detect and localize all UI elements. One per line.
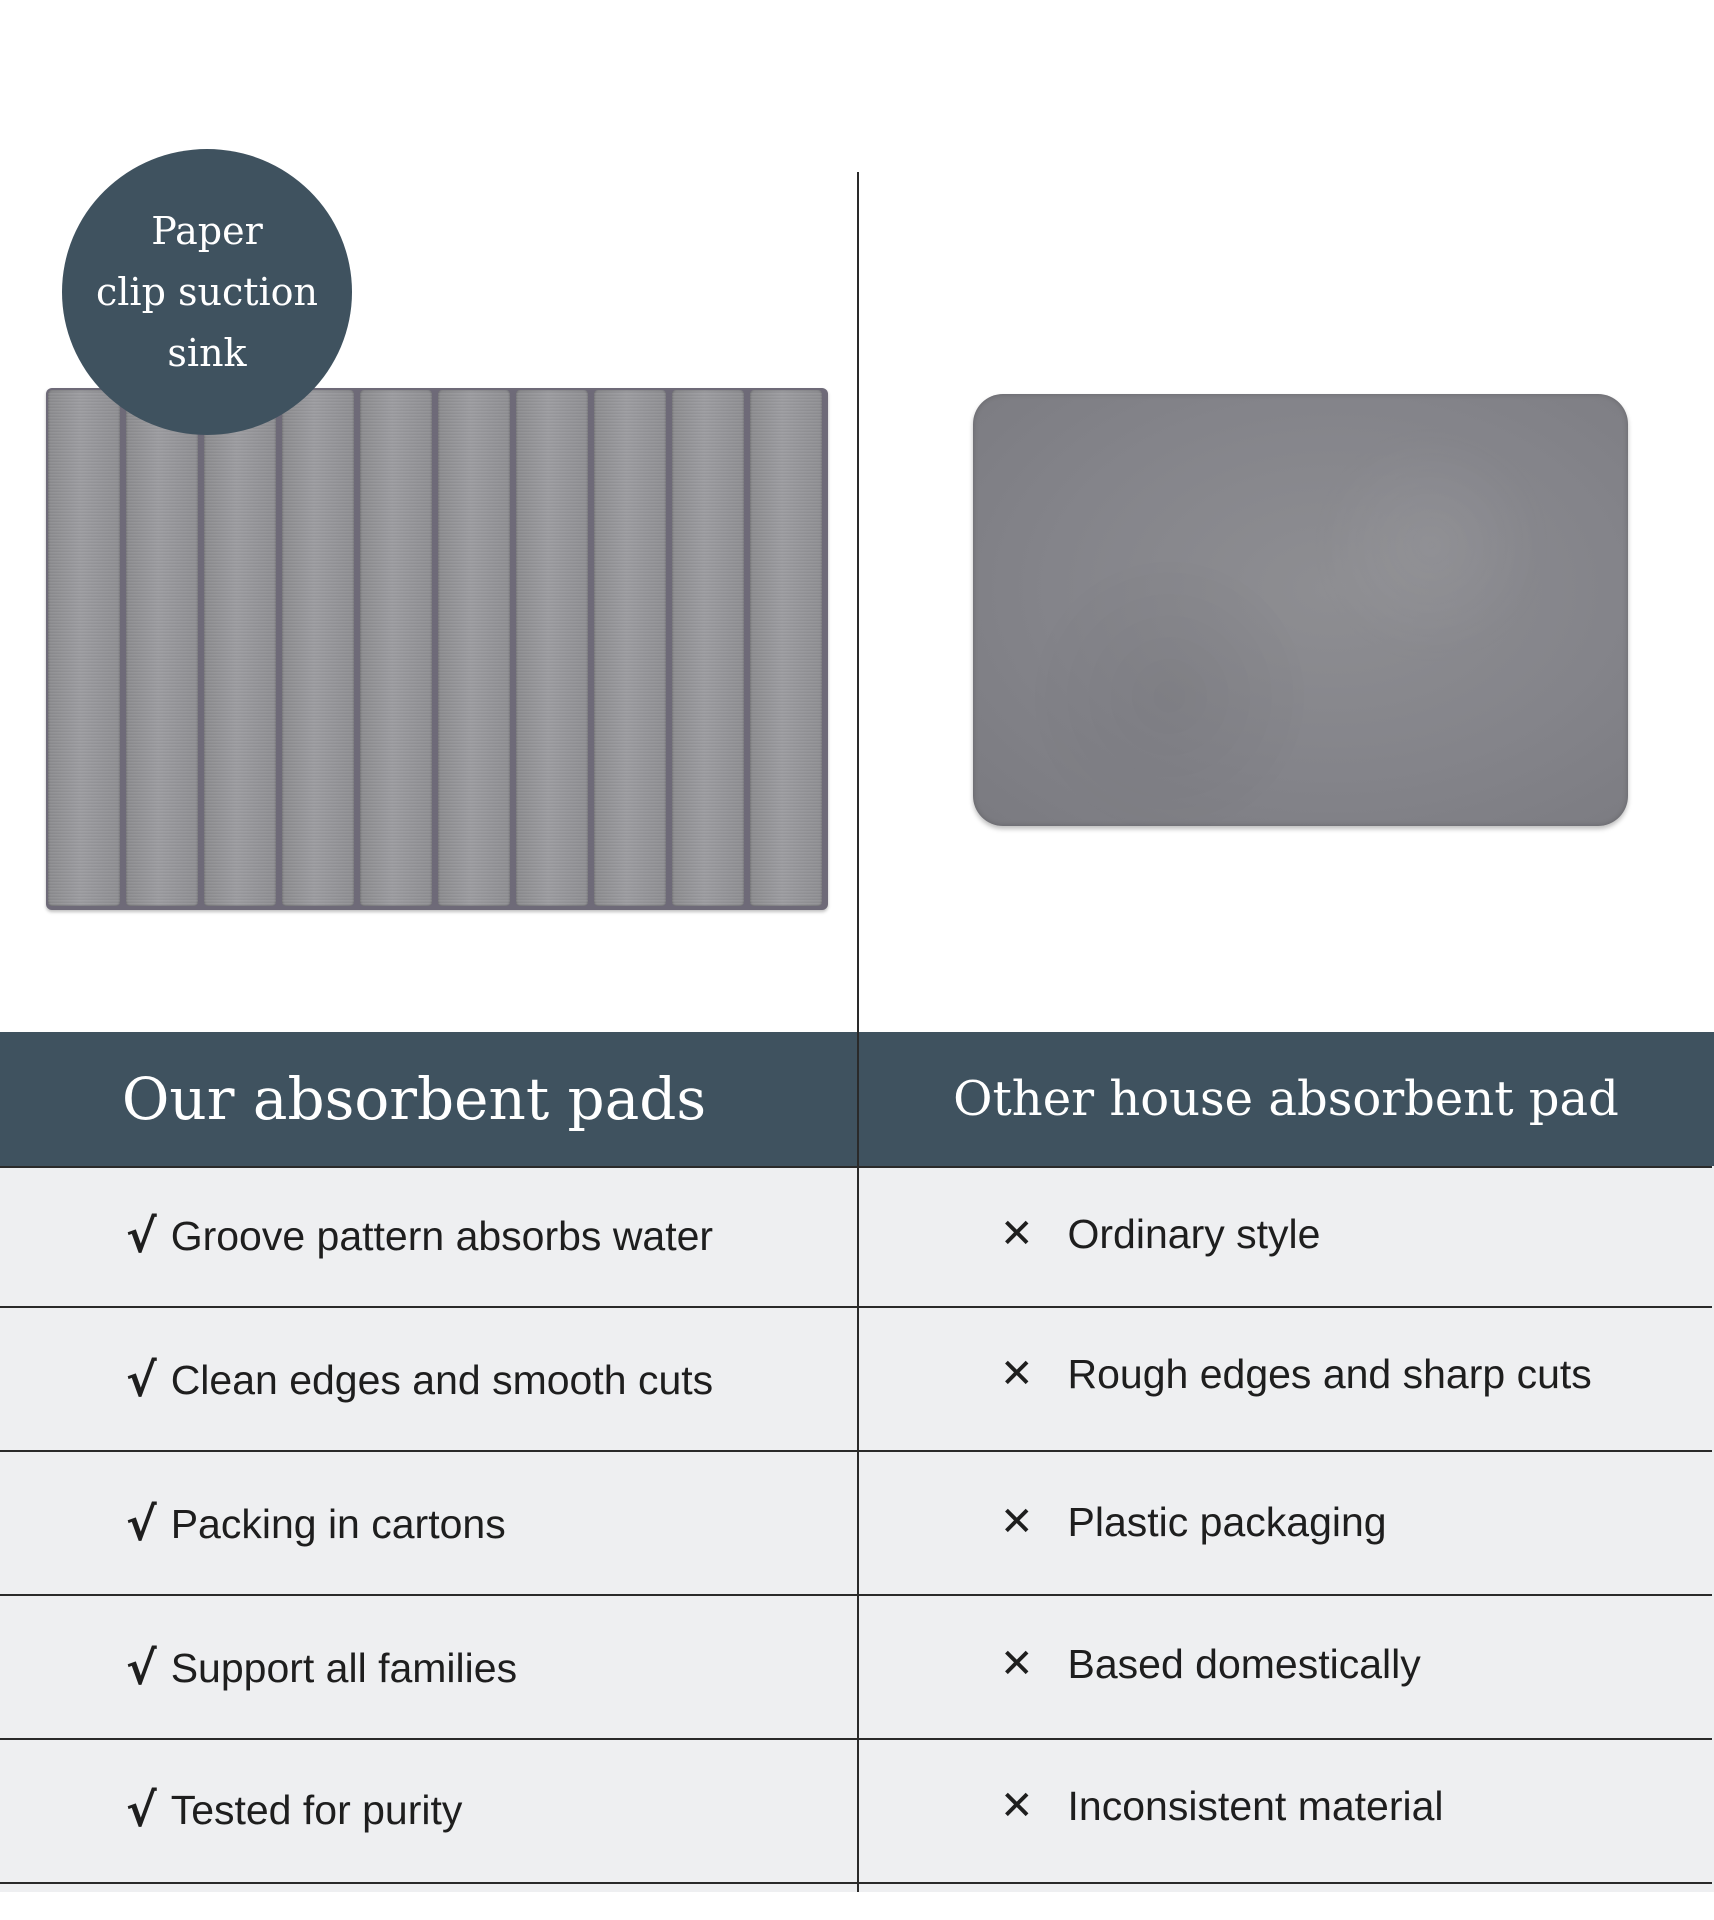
cross-icon: ✕ [1000,1351,1034,1397]
cell-text: Based domestically [1067,1640,1421,1687]
cell-text: Support all families [170,1644,518,1691]
pad-groove-strip [594,390,666,906]
cell-text: Ordinary style [1067,1210,1321,1257]
table-row-ours [126,1206,713,1266]
plain-absorbent-pad-image [973,394,1628,826]
table-row-others [1000,1776,1444,1836]
cross-icon: ✕ [1000,1499,1034,1545]
cross-icon: ✕ [1000,1783,1034,1829]
pad-groove-strip [204,390,276,906]
row-separator [0,1738,1712,1740]
table-row-others [1000,1492,1387,1552]
check-icon: √ [126,1353,157,1407]
badge-line: Paper [151,208,263,253]
table-header [0,1032,1714,1166]
check-icon: √ [126,1497,157,1551]
feature-badge [62,149,352,435]
table-body [0,1166,1714,1892]
pad-groove-strip [672,390,744,906]
row-separator [0,1450,1712,1452]
header-ours: Our absorbent pads [121,1065,707,1133]
comparison-table [0,1032,1714,1892]
header-others: Other house absorbent pad [953,1071,1619,1127]
check-icon: √ [126,1641,157,1695]
pad-groove-strip [282,390,354,906]
cell-text: Clean edges and smooth cuts [170,1356,714,1403]
table-row-ours [126,1638,517,1698]
pad-groove-strip [516,390,588,906]
table-row-ours [126,1350,713,1410]
table-row-ours [126,1780,462,1840]
cell-text: Plastic packaging [1067,1498,1387,1545]
grooved-absorbent-pad-image [46,388,828,910]
pad-groove-strip [438,390,510,906]
cross-icon: ✕ [1000,1641,1034,1687]
cell-text: Packing in cartons [170,1500,506,1547]
table-row-ours [126,1494,506,1554]
check-icon: √ [126,1783,157,1837]
pad-groove-strip [750,390,822,906]
cell-text: Groove pattern absorbs water [170,1212,714,1259]
image-column-divider [857,172,859,1032]
cell-text: Tested for purity [170,1786,463,1833]
table-row-others [1000,1204,1320,1264]
cross-icon: ✕ [1000,1211,1034,1257]
pad-groove-strip [360,390,432,906]
badge-line: clip suction [95,269,319,314]
pad-groove-strip [48,390,120,906]
badge-line: sink [167,330,247,375]
column-divider [857,1166,859,1892]
row-separator [0,1166,1712,1168]
check-icon: √ [126,1209,157,1263]
cell-text: Rough edges and sharp cuts [1067,1350,1592,1397]
row-separator [0,1882,1712,1884]
cell-text: Inconsistent material [1067,1782,1444,1829]
table-row-others [1000,1634,1421,1694]
row-separator [0,1594,1712,1596]
table-row-others [1000,1344,1592,1404]
row-separator [0,1306,1712,1308]
pad-groove-strip [126,390,198,906]
